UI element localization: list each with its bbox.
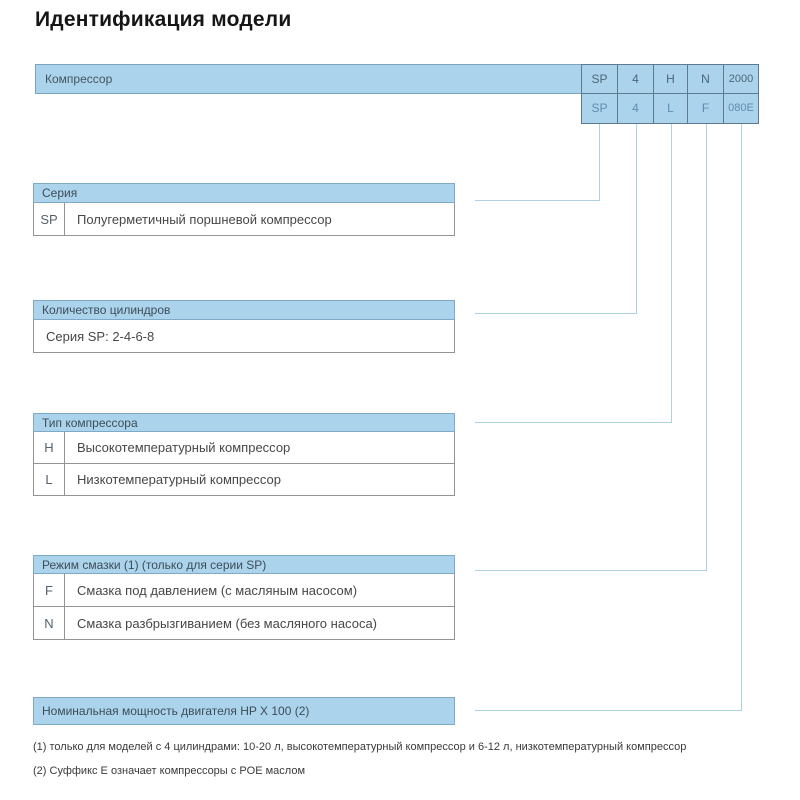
- section-cylinders: [33, 300, 455, 353]
- model-code-cell: H: [654, 64, 688, 94]
- section-type: [33, 413, 455, 496]
- section-lubrication: [33, 555, 455, 640]
- model-code-cell: N: [688, 64, 724, 94]
- description-cell: Высокотемпературный компрессор: [77, 440, 291, 455]
- model-code-cell: SP: [581, 94, 618, 124]
- description-cell: Низкотемпературный компрессор: [77, 472, 281, 487]
- section-row: [34, 320, 454, 352]
- model-code-cell: 4: [618, 64, 654, 94]
- model-code-row-2: [581, 94, 759, 124]
- description-cell: Полугерметичный поршневой компрессор: [77, 211, 332, 227]
- compressor-label: Компрессор: [45, 72, 113, 86]
- section-motor-power: [33, 697, 455, 725]
- description-cell: Смазка разбрызгиванием (без масляного насоса): [77, 615, 377, 631]
- footnote-1: (1) только для моделей с 4 цилиндрами: 10-20 л, высокотемпературный компрессор и 6-12 л, низкотемпературный компрессор: [33, 741, 687, 753]
- section-header: Серия: [33, 183, 455, 203]
- section-header: Режим смазки (1) (только для серии SP): [33, 555, 455, 574]
- model-code-cell: L: [654, 94, 688, 124]
- model-code-cell: 4: [618, 94, 654, 124]
- section-series: [33, 183, 455, 236]
- footnote-2: (2) Суффикс Е означает компрессоры с POE маслом: [33, 765, 306, 777]
- section-header: Количество цилиндров: [33, 300, 455, 320]
- description-cell: Смазка под давлением (с масляным насосом): [77, 582, 358, 598]
- section-row: [34, 606, 454, 639]
- page-title: Идентификация модели: [35, 8, 292, 31]
- section-header: Номинальная мощность двигателя HP X 100 (2): [33, 697, 455, 725]
- model-code-cell: F: [688, 94, 724, 124]
- model-code-cell: SP: [581, 64, 618, 94]
- description-cell: Серия SP: 2-4-6-8: [46, 328, 155, 344]
- code-cell: N: [34, 607, 65, 639]
- code-cell: F: [34, 574, 65, 606]
- model-code-cell: 2000: [724, 64, 759, 94]
- section-header: Тип компрессора: [33, 413, 455, 432]
- model-code-cell: 080E: [724, 94, 759, 124]
- section-row: [34, 574, 454, 606]
- section-row: [34, 463, 454, 495]
- code-cell: SP: [34, 203, 65, 235]
- compressor-bar: [35, 64, 582, 94]
- section-row: [34, 203, 454, 235]
- section-row: [34, 432, 454, 463]
- model-code-row-1: [581, 64, 759, 94]
- code-cell: H: [34, 432, 65, 463]
- code-cell: L: [34, 464, 65, 495]
